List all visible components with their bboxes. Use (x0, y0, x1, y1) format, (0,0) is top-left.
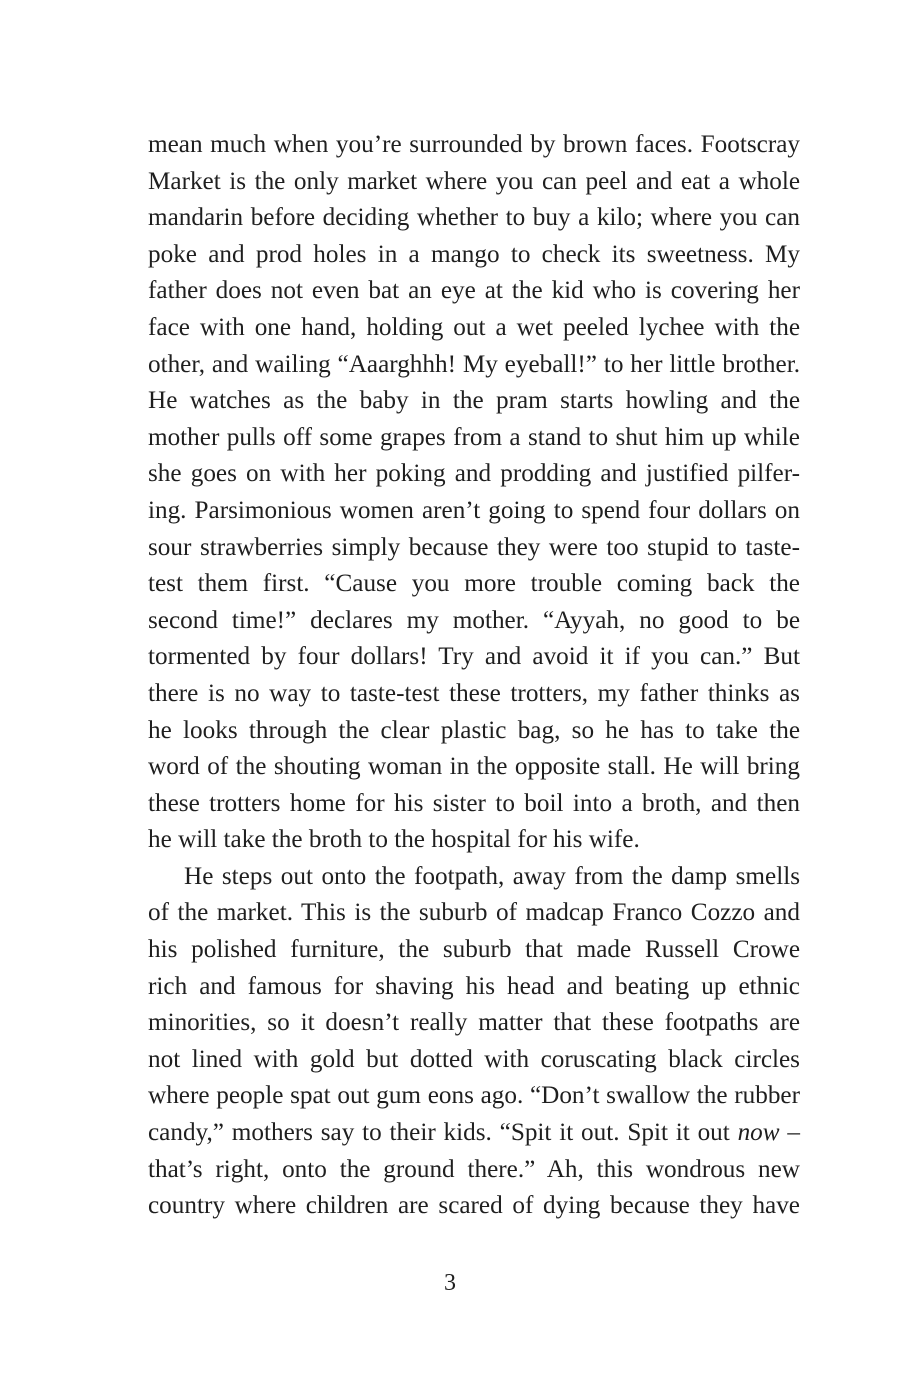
text-line: test them first. “Cause you more trouble coming back the (148, 570, 800, 598)
text-line: there is no way to taste-test these trotters, my father thinks as (148, 679, 800, 707)
text-line: mother pulls off some grapes from a stand to shut him up while (148, 423, 800, 451)
text-line: he will take the broth to the hospital for his wife. (148, 826, 640, 854)
text-line (148, 1115, 800, 1152)
text-line: tormented by four dollars! Try and avoid it if you can.” But (148, 643, 800, 671)
text-line: country where children are scared of dying because they have (148, 1192, 800, 1220)
text-line: face with one hand, holding out a wet peeled lychee with the (148, 313, 800, 341)
text-fragment: candy,” mothers say to their kids. “Spit it out. Spit it out (148, 1119, 738, 1147)
text-line: she goes on with her poking and prodding and justified pilfer- (148, 460, 800, 488)
text-line: rich and famous for shaving his head and beating up ethnic (148, 972, 800, 1000)
text-line: other, and wailing “Aaarghhh! My eyeball!” to her little brother. (148, 350, 800, 378)
text-line: minorities, so it doesn’t really matter that these footpaths are (148, 1009, 800, 1037)
text-line: poke and prod holes in a mango to check its sweetness. My (148, 240, 800, 268)
body-text (148, 127, 800, 1225)
page-number: 3 (444, 1270, 456, 1296)
text-line: mandarin before deciding whether to buy a kilo; where you can (148, 204, 800, 232)
text-line: He steps out onto the footpath, away from the damp smells (184, 862, 800, 890)
text-line: that’s right, onto the ground there.” Ah, this wondrous new (148, 1155, 800, 1183)
text-line: He watches as the baby in the pram starts howling and the (148, 387, 800, 415)
text-line: mean much when you’re surrounded by brown faces. Footscray (148, 131, 800, 158)
text-line: his polished furniture, the suburb that made Russell Crowe (148, 936, 800, 964)
text-line: word of the shouting woman in the opposite stall. He will bring (148, 753, 800, 781)
text-line: Market is the only market where you can peel and eat a whole (148, 167, 800, 195)
text-line: ing. Parsimonious women aren’t going to spend four dollars on (148, 496, 800, 524)
text-line: not lined with gold but dotted with coruscating black circles (148, 1045, 800, 1073)
text-line: these trotters home for his sister to boil into a broth, and then (148, 789, 800, 817)
text-line: sour strawberries simply because they were too stupid to taste- (148, 533, 800, 561)
italic-word: now (737, 1119, 780, 1147)
text-line: father does not even bat an eye at the kid who is covering her (148, 277, 800, 305)
text-line: of the market. This is the suburb of madcap Franco Cozzo and (148, 899, 800, 927)
text-line: he looks through the clear plastic bag, so he has to take the (148, 716, 800, 744)
text-line: second time!” declares my mother. “Ayyah, no good to be (148, 606, 800, 634)
text-line: where people spat out gum eons ago. “Don’t swallow the rubber (148, 1082, 800, 1110)
text-fragment: – (779, 1119, 800, 1147)
